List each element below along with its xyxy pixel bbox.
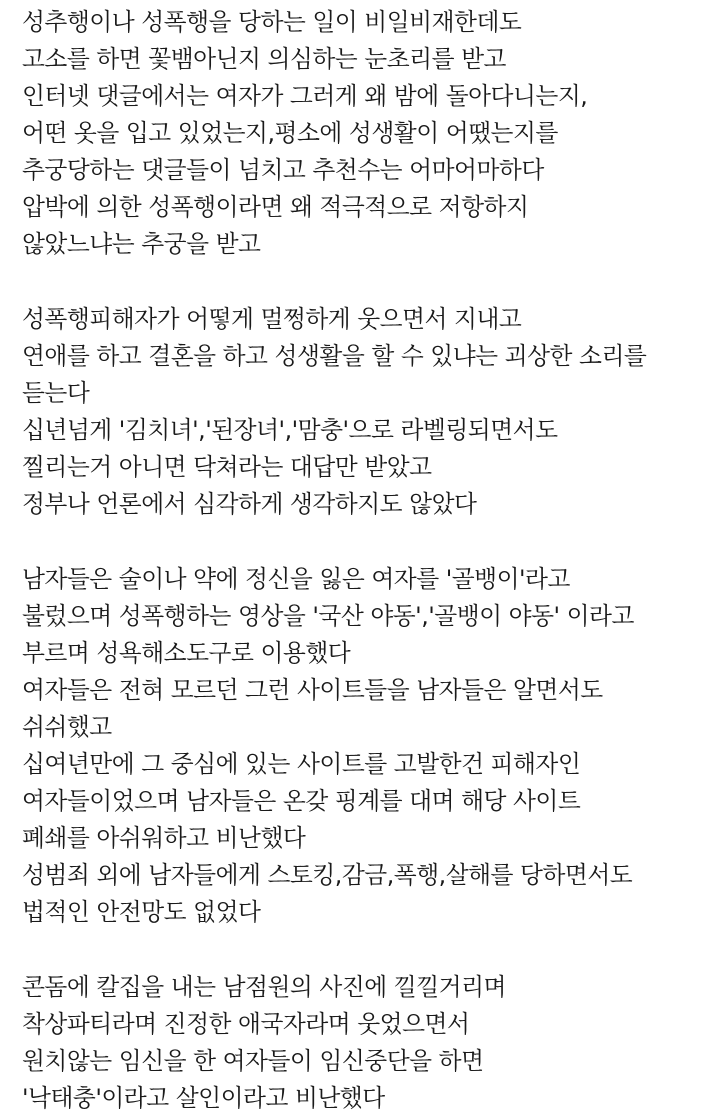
text-line: 남자들은 술이나 약에 정신을 잃은 여자를 '골뱅이'라고 [22, 565, 570, 593]
paragraph-3 [22, 561, 720, 931]
text-line: 여자들이었으며 남자들은 온갖 핑계를 대며 해당 사이트 [22, 787, 581, 815]
text-line: 어떤 옷을 입고 있었는지,평소에 성생활이 어땠는지를 [22, 119, 558, 147]
text-line: 찔리는거 아니면 닥쳐라는 대답만 받았고 [22, 453, 432, 481]
text-line: 인터넷 댓글에서는 여자가 그러게 왜 밤에 돌아다니는지, [22, 82, 588, 110]
text-line: 십여년만에 그 중심에 있는 사이트를 고발한건 피해자인 [22, 750, 581, 778]
text-line: 연애를 하고 결혼을 하고 성생활을 할 수 있냐는 괴상한 소리를 [22, 342, 647, 370]
paragraph-2 [22, 301, 720, 523]
text-line: 성추행이나 성폭행을 당하는 일이 비일비재한데도 [22, 8, 522, 36]
text-line: 법적인 안전망도 없었다 [22, 898, 261, 926]
text-line: 불렀으며 성폭행하는 영상을 '국산 야동','골뱅이 야동' 이라고 [22, 602, 634, 630]
text-line: 고소를 하면 꽃뱀아닌지 의심하는 눈초리를 받고 [22, 45, 506, 73]
text-line: 콘돔에 칼집을 내는 남점원의 사진에 낄낄거리며 [22, 973, 506, 1001]
text-line: '낙태충'이라고 살인이라고 비난했다 [22, 1084, 385, 1112]
text-line: 성폭행피해자가 어떻게 멀쩡하게 웃으면서 지내고 [22, 305, 522, 333]
text-line: 추궁당하는 댓글들이 넘치고 추천수는 어마어마하다 [22, 156, 544, 184]
text-line: 폐쇄를 아쉬워하고 비난했다 [22, 824, 306, 852]
text-line: 않았느냐는 추궁을 받고 [22, 230, 261, 258]
text-line: 부르며 성욕해소도구로 이용했다 [22, 639, 351, 667]
text-line: 성범죄 외에 남자들에게 스토킹,감금,폭행,살해를 당하면서도 [22, 861, 633, 889]
text-line: 원치않는 임신을 한 여자들이 임신중단을 하면 [22, 1047, 484, 1075]
text-line: 여자들은 전혀 모르던 그런 사이트들을 남자들은 알면서도 [22, 676, 603, 704]
text-line: 압박에 의한 성폭행이라면 왜 적극적으로 저항하지 [22, 193, 529, 221]
text-line: 정부나 언론에서 심각하게 생각하지도 않았다 [22, 490, 477, 518]
paragraph-4 [22, 969, 720, 1117]
text-line: 십년넘게 '김치녀','된장녀','맘충'으로 라벨링되면서도 [22, 416, 558, 444]
text-line: 듣는다 [22, 379, 90, 407]
text-line: 착상파티라며 진정한 애국자라며 웃었으면서 [22, 1010, 470, 1038]
text-line: 쉬쉬했고 [22, 713, 112, 741]
paragraph-1 [22, 4, 720, 263]
